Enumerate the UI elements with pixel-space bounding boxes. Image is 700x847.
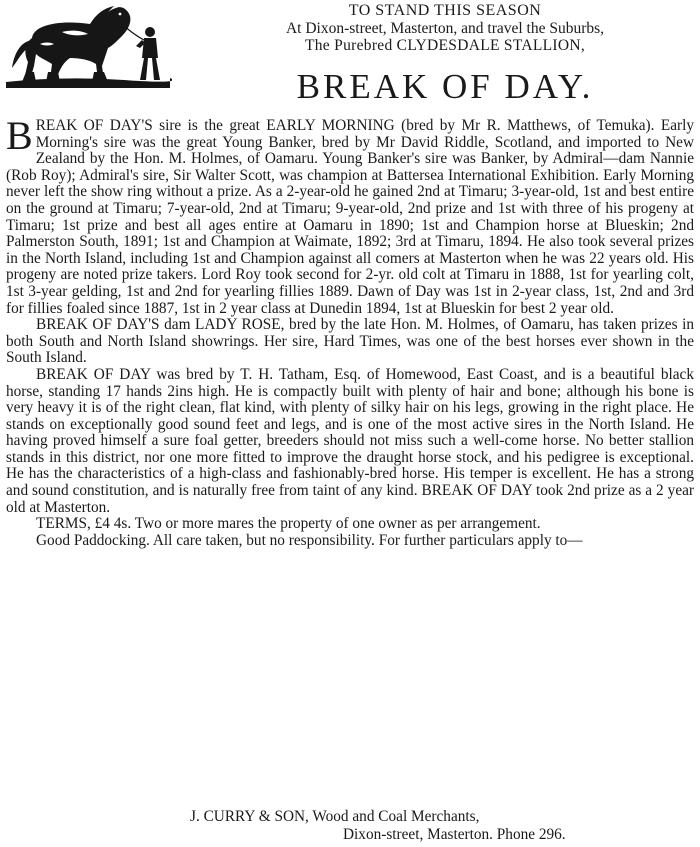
advertiser-address: Dixon-street, Masterton. Phone 296.: [343, 826, 566, 843]
location-line: At Dixon-street, Masterton, and travel the Suburbs,: [285, 20, 605, 37]
paddocking-paragraph: Good Paddocking. All care taken, but no responsibility. For further particulars apply to—: [36, 531, 583, 549]
advert-body: [6, 113, 694, 549]
terms-paragraph: TERMS, £4 4s. Two or more mares the property of one owner as per arrangement.: [36, 515, 541, 533]
description-paragraph: BREAK OF DAY was bred by T. H. Tatham, Esq. of Homewood, East Coast, and is a beautiful black horse, standing 17 hands 2ins high. He is compactly built with plenty of hair and bone; although his bone is very heavy it is of the right clean, flat kind, with plenty of silky hair on his legs, growing in the right place. He stands on exceptionally good sound feet and legs, and is one of the most active sires in the North Island. He having proved himself a sure foal getter, breeders should not miss such a well-come horse. No better stallion stands in this district, nor one more fitted to improve the draught horse stock, and his pedigree is exceptional. He has the characteristics of a high-class and fashionably-bred horse. His temper is excellent. He has a strong and sound constitution, and is naturally free from taint of any kind. BREAK OF DAY took 2nd prize as a 2 year old at Masterton.: [6, 365, 694, 516]
pedigree-text: REAK OF DAY'S sire is the great EARLY MORNING (bred by Mr R. Matthews, of Temuka). Early Morning's sire was the great Young Banker, bred by Mr David Riddle, Scotland, and imported to New Zealand by the Hon. M. Holmes, of Oamaru. Young Banker's sire was Banker, by Admiral—dam Nannie (Rob Roy); Admiral's sire, Sir Walter Scott, was champion at Battersea International Exhibition. Early Morning never left the show ring without a prize. As a 2-year-old he gained 2nd at Timaru; 3-year-old, 1st and best entire on the ground at Timaru; 7-year-old, 2nd at Timaru; 9-year-old, 2nd prize and 1st with three of his progeny at Timaru; 1st prize and best all ages entire at Oamaru in 1890; 1st and Champion horse at Blueskin; 2nd Palmerston South, 1891; 1st and Champion at Waimate, 1892; 3rd at Timaru, 1894. He also took several prizes in the North Island, including 1st and Champion against all comers at Masterton when he was 22 years old. His progeny are noted prize takers. Lord Roy took second for 2-yr. old colt at Timaru in 1888, 1st for yearling colt, 1st 3-year gelding, 1st and 2nd for yearling fillies 1889. Dawn of Day was 1st in 2-year class, 1st, 2nd and 3rd for fillies foaled since 1887, 1st in 2 year class at Dunedin 1894, 1st at Blueskin for best 2 year old.: [6, 117, 694, 317]
pedigree-paragraph: [6, 113, 694, 317]
drop-cap: B: [6, 113, 33, 158]
advert-title: BREAK OF DAY.: [296, 67, 594, 106]
breed-line: The Purebred CLYDESDALE STALLION,: [304, 37, 586, 54]
horse-and-groom-illustration: [4, 2, 172, 90]
season-notice: TO STAND THIS SEASON: [348, 2, 542, 19]
dam-paragraph: BREAK OF DAY'S dam LADY ROSE, bred by the late Hon. M. Holmes, of Oamaru, has taken prizes in both South and North Island showrings. Her sire, Hard Times, was one of the best horses ever shown in the South Island.: [6, 316, 694, 367]
advertiser-name: J. CURRY & SON, Wood and Coal Merchants,: [190, 808, 480, 825]
